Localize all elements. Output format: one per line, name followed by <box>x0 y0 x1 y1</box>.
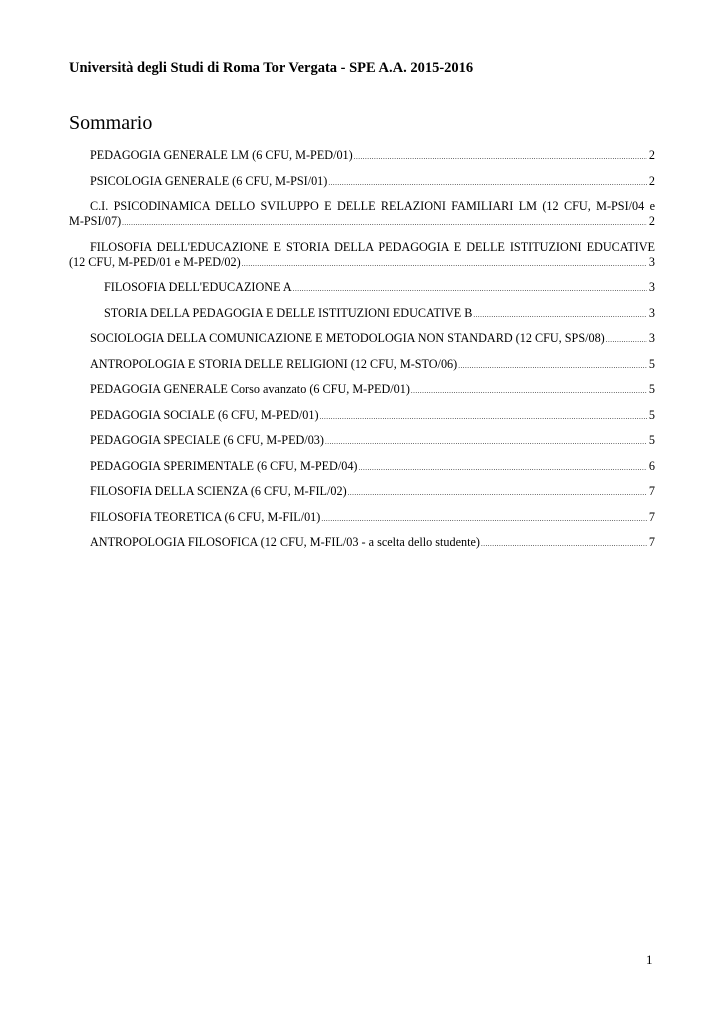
toc-entry-label-line2: M-PSI/07) <box>69 214 122 228</box>
toc-dot-leader <box>122 216 647 231</box>
toc-entry-page: 3 <box>648 280 655 294</box>
toc-entry-page: 5 <box>648 433 655 447</box>
toc-dot-leader <box>320 410 647 425</box>
toc-entry-label: PEDAGOGIA GENERALE Corso avanzato (6 CFU, M-PED/01) <box>90 382 410 396</box>
toc-entry-label: ANTROPOLOGIA FILOSOFICA (12 CFU, M-FIL/03 - a scelta dello studente) <box>90 535 480 549</box>
toc-entry-sociologia-comunicazione[interactable] <box>69 331 655 348</box>
toc-entry-page: 7 <box>648 484 655 498</box>
toc-entry-page: 3 <box>648 305 655 320</box>
toc-entry-label: PEDAGOGIA SPERIMENTALE (6 CFU, M-PED/04) <box>90 458 358 473</box>
toc-dot-leader <box>321 512 647 527</box>
toc-entry-pedagogia-sociale[interactable] <box>69 408 655 425</box>
toc-entry-label: PEDAGOGIA SPECIALE (6 CFU, M-PED/03) <box>90 433 324 447</box>
toc-dot-leader <box>606 333 647 348</box>
toc-entry-label-line2: (12 CFU, M-PED/01 e M-PED/02) <box>69 254 241 269</box>
toc-entry-page: 7 <box>648 535 655 549</box>
toc-entry-page: 7 <box>648 509 655 524</box>
toc-entry-filosofia-teoretica[interactable] <box>69 510 655 527</box>
page-number: 1 <box>646 952 653 967</box>
toc-dot-leader <box>473 308 646 323</box>
document-header: Università degli Studi di Roma Tor Vergata - SPE A.A. 2015-2016 <box>69 60 474 76</box>
toc-entry-pedagogia-generale-avanzato[interactable] <box>69 382 655 399</box>
toc-entry-page: 5 <box>648 382 655 396</box>
toc-entry-filosofia-scienza[interactable] <box>69 484 655 501</box>
toc-entry-label: STORIA DELLA PEDAGOGIA E DELLE ISTITUZIONI EDUCATIVE B <box>104 305 473 320</box>
toc-dot-leader <box>242 257 647 272</box>
toc-entry-page: 2 <box>648 214 655 228</box>
toc-dot-leader <box>411 384 647 399</box>
toc-entry-psicodinamica[interactable] <box>69 199 655 231</box>
toc-dot-leader <box>293 282 647 297</box>
toc-entry-filosofia-educazione-a[interactable] <box>69 280 655 297</box>
toc-dot-leader <box>325 435 647 450</box>
toc-entry-antropologia-religioni[interactable] <box>69 357 655 374</box>
toc-entry-label-line1: C.I. PSICODINAMICA DELLO SVILUPPO E DELLE RELAZIONI FAMILIARI LM (12 CFU, M-PSI/04 e <box>90 199 655 213</box>
toc-entry-antropologia-filosofica[interactable] <box>69 535 655 552</box>
toc-entry-page: 5 <box>648 407 655 422</box>
toc-entry-storia-pedagogia-b[interactable] <box>69 306 655 323</box>
toc-entry-pedagogia-generale-lm[interactable] <box>69 148 655 165</box>
table-of-contents <box>69 148 655 561</box>
toc-entry-page: 5 <box>648 356 655 371</box>
toc-dot-leader <box>481 537 647 552</box>
toc-entry-label: FILOSOFIA TEORETICA (6 CFU, M-FIL/01) <box>90 509 321 524</box>
toc-entry-label: PEDAGOGIA GENERALE LM (6 CFU, M-PED/01) <box>90 148 353 162</box>
toc-entry-label: FILOSOFIA DELLA SCIENZA (6 CFU, M-FIL/02) <box>90 484 347 498</box>
toc-entry-page: 3 <box>648 331 655 345</box>
toc-entry-page: 2 <box>648 173 655 188</box>
toc-entry-label-line1: FILOSOFIA DELL'EDUCAZIONE E STORIA DELLA PEDAGOGIA E DELLE ISTITUZIONI EDUCATIVE <box>90 239 655 254</box>
toc-dot-leader <box>328 176 647 191</box>
toc-entry-page: 6 <box>648 458 655 473</box>
toc-dot-leader <box>348 486 647 501</box>
toc-entry-psicologia-generale[interactable] <box>69 174 655 191</box>
toc-entry-page: 3 <box>648 254 655 269</box>
toc-title: Sommario <box>69 112 153 134</box>
toc-dot-leader <box>359 461 647 476</box>
toc-entry-label: SOCIOLOGIA DELLA COMUNICAZIONE E METODOLOGIA NON STANDARD (12 CFU, SPS/08) <box>90 331 605 345</box>
toc-entry-pedagogia-sperimentale[interactable] <box>69 459 655 476</box>
toc-entry-label: FILOSOFIA DELL'EDUCAZIONE A <box>104 280 292 294</box>
toc-entry-label: PSICOLOGIA GENERALE (6 CFU, M-PSI/01) <box>90 173 328 188</box>
toc-dot-leader <box>354 150 647 165</box>
toc-entry-pedagogia-speciale[interactable] <box>69 433 655 450</box>
toc-entry-label: ANTROPOLOGIA E STORIA DELLE RELIGIONI (12 CFU, M-STO/06) <box>90 356 458 371</box>
toc-entry-filosofia-educazione-storia[interactable] <box>69 240 655 272</box>
toc-dot-leader <box>458 359 647 374</box>
toc-entry-label: PEDAGOGIA SOCIALE (6 CFU, M-PED/01) <box>90 407 319 422</box>
toc-entry-page: 2 <box>648 148 655 162</box>
